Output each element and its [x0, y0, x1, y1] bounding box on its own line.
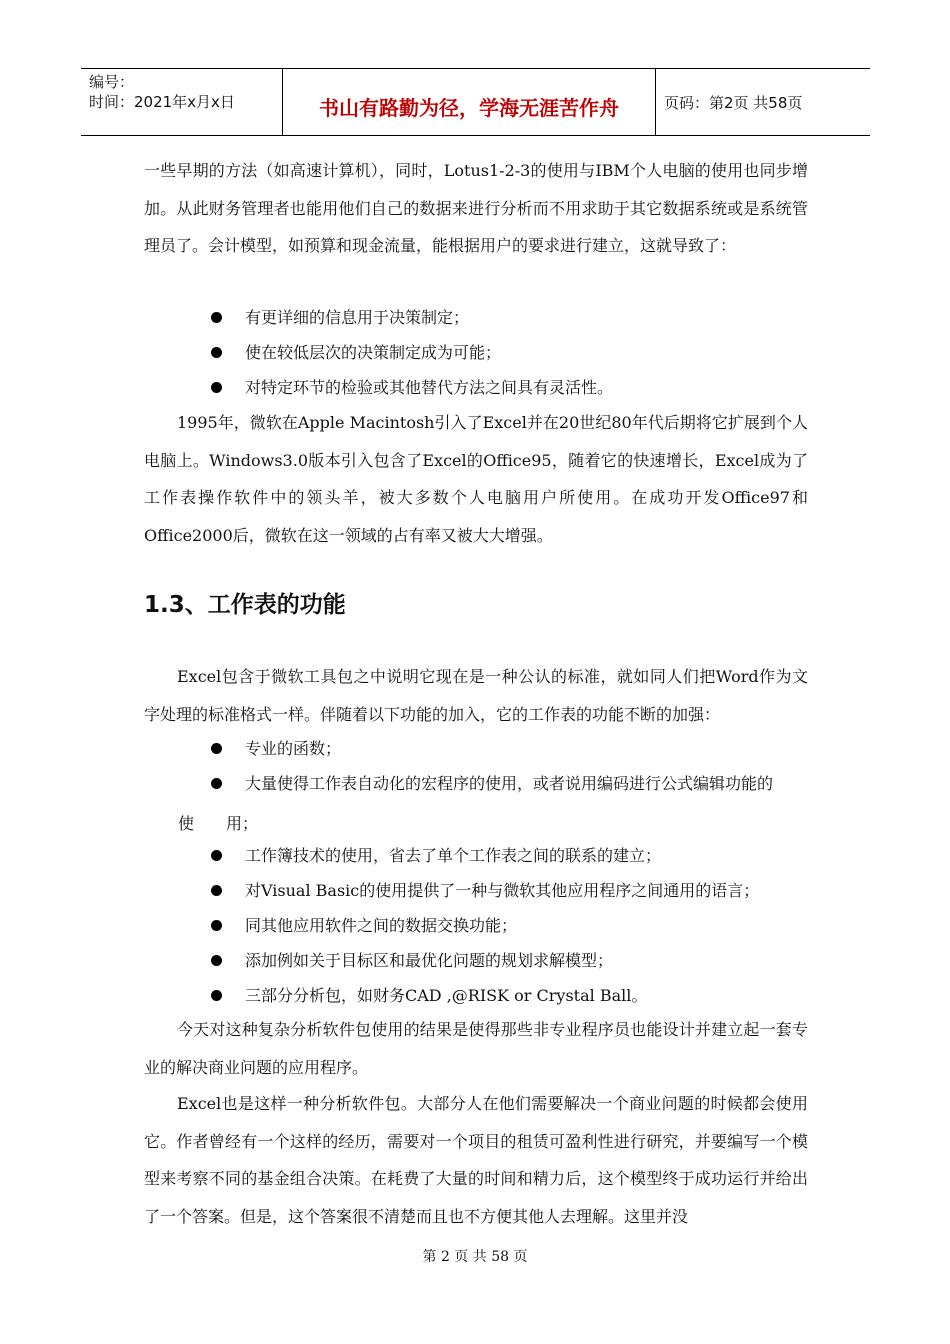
list-item-text: 对特定环节的检验或其他替代方法之间具有灵活性。: [245, 378, 614, 397]
list-item-text: 对Visual Basic的使用提供了一种与微软其他应用程序之间通用的语言；: [245, 881, 760, 900]
bullet-dot-icon: [211, 955, 222, 966]
document-number: 编号：: [89, 73, 135, 91]
list-item-continuation: 使 用；: [178, 814, 259, 833]
list-item: [210, 370, 810, 405]
bullet-dot-icon: [211, 885, 222, 896]
header-bottom-rule: [81, 135, 870, 136]
paragraph-excel-history: 1995年，微软在Apple Macintosh引入了Excel并在20世纪80年代后期将它扩展到个人电脑上。Windows3.0版本引入包含了Excel的Office95，随着它的快速增长，Excel成为了工作表操作软件中的领头羊，被大多数个人电脑用户所使用。在成功开发Office97和Office2000后，微软在这一领域的占有率又被大大增强。: [144, 413, 808, 545]
list-item: [210, 731, 810, 766]
bullet-dot-icon: [211, 778, 222, 789]
bullet-dot-icon: [211, 347, 222, 358]
list-item: [210, 943, 810, 978]
list-item-text: 三部分分析包，如财务CAD ,@RISK or Crystal Ball。: [245, 986, 648, 1005]
paragraph-complex-software: 今天对这种复杂分析软件包使用的结果是使得那些非专业程序员也能设计并建立起一套专业的解决商业问题的应用程序。: [144, 1020, 808, 1077]
features-list-top: [210, 731, 810, 801]
paragraph-author-experience: Excel也是这样一种分析软件包。大部分人在他们需要解决一个商业问题的时候都会使用它。作者曾经有一个这样的经历，需要对一个项目的租赁可盈利性进行研究，并要编写一个模型来考察不同的基金组合决策。在耗费了大量的时间和精力后，这个模型终于成功运行并给出了一个答案。但是，这个答案很不清楚而且也不方便其他人去理解。这里并没: [144, 1094, 808, 1226]
bullet-dot-icon: [211, 990, 222, 1001]
list-item: [210, 766, 810, 801]
bullet-dot-icon: [211, 743, 222, 754]
header-page-code: 页码：第2页 共58页: [664, 94, 803, 112]
list-item: [210, 335, 810, 370]
section-heading: 1.3、工作表的功能: [144, 592, 346, 618]
header-top-rule: [81, 68, 870, 69]
page-footer: 第 2 页 共 58 页: [422, 1249, 528, 1265]
document-date: 时间：2021年x月x日: [89, 93, 235, 111]
list-item-text: 大量使得工作表自动化的宏程序的使用，或者说用编码进行公式编辑功能的: [245, 774, 774, 793]
list-item-text: 专业的函数；: [245, 739, 342, 758]
list-item: [210, 300, 810, 335]
list-item-text: 使在较低层次的决策制定成为可能；: [245, 343, 502, 362]
list-item-text: 工作簿技术的使用，省去了单个工作表之间的联系的建立；: [245, 846, 662, 865]
bullet-dot-icon: [211, 382, 222, 393]
paragraph-early-methods: 一些早期的方法（如高速计算机），同时，Lotus1-2-3的使用与IBM个人电脑的使用也同步增加。从此财务管理者也能用他们自己的数据来进行分析而不用求助于其它数据系统或是系统管理员了。会计模型，如预算和现金流量，能根据用户的要求进行建立，这就导致了：: [144, 161, 808, 255]
list-item-text: 同其他应用软件之间的数据交换功能；: [245, 916, 518, 935]
features-list-bottom: [210, 838, 810, 1013]
bullet-dot-icon: [211, 312, 222, 323]
header-meta: [89, 72, 235, 112]
bullet-dot-icon: [211, 920, 222, 931]
list-item: [210, 908, 810, 943]
list-item: [210, 838, 810, 873]
page-header: [81, 68, 870, 136]
list-item-text: 添加例如关于目标区和最优化问题的规划求解模型；: [245, 951, 614, 970]
paragraph-excel-standard: Excel包含于微软工具包之中说明它现在是一种公认的标准，就如同人们把Word作为文字处理的标准格式一样。伴随着以下功能的加入，它的工作表的功能不断的加强：: [144, 667, 808, 724]
header-divider-right: [655, 68, 656, 136]
bullet-dot-icon: [211, 850, 222, 861]
list-item: [210, 873, 810, 908]
header-motto: 书山有路勤为径，学海无涯苦作舟: [319, 96, 619, 120]
list-item: [210, 978, 810, 1013]
benefits-list: [210, 300, 810, 405]
list-item-text: 有更详细的信息用于决策制定；: [245, 308, 470, 327]
